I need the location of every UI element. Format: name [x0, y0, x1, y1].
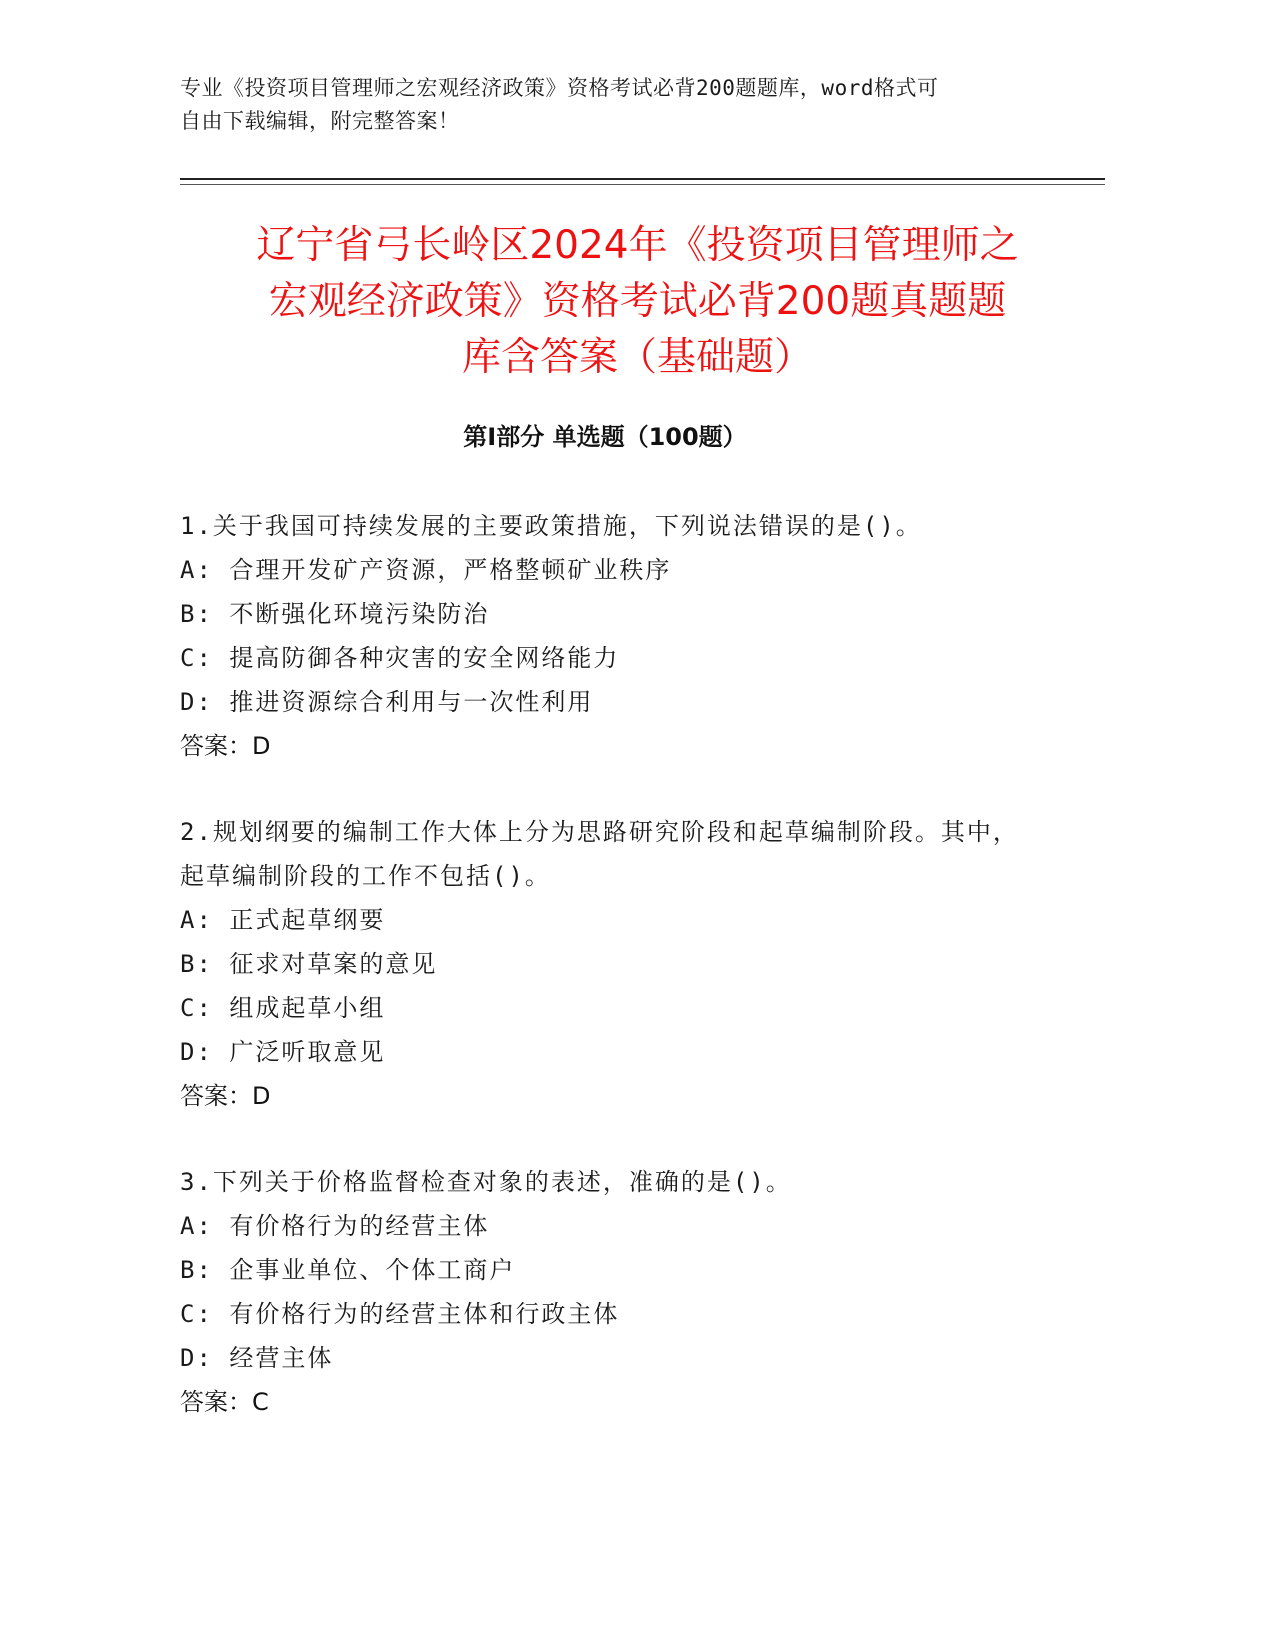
option-c: C: 提高防御各种灾害的安全网络能力 — [180, 644, 620, 672]
question-stem: 2.规划纲要的编制工作大体上分为思路研究阶段和起草编制阶段。其中，起草编制阶段的工作不包括()。 — [180, 818, 1019, 890]
option-d: D: 广泛听取意见 — [180, 1038, 386, 1066]
header-note-line-2: 自由下载编辑，附完整答案！ — [180, 109, 460, 133]
option-b: B: 不断强化环境污染防治 — [180, 600, 490, 628]
question-item — [180, 1160, 1040, 1424]
document-title-line-2: 宏观经济政策》资格考试必背200题真题题 — [268, 279, 1007, 324]
option-a: A: 合理开发矿产资源，严格整顿矿业秩序 — [180, 556, 672, 584]
option-a: A: 有价格行为的经营主体 — [180, 1212, 490, 1240]
option-d: D: 推进资源综合利用与一次性利用 — [180, 688, 594, 716]
header-divider-thin — [180, 184, 1105, 185]
document-title-line-1: 辽宁省弓长岭区2024年《投资项目管理师之 — [256, 223, 1019, 268]
answer-line: 答案：C — [180, 1388, 269, 1416]
option-d: D: 经营主体 — [180, 1344, 334, 1372]
answer-line: 答案：D — [180, 1082, 271, 1110]
answer-line: 答案：D — [180, 732, 271, 760]
option-b: B: 征求对草案的意见 — [180, 950, 438, 978]
question-item — [180, 810, 1040, 1118]
question-stem: 1.关于我国可持续发展的主要政策措施，下列说法错误的是()。 — [180, 512, 922, 540]
option-c: C: 有价格行为的经营主体和行政主体 — [180, 1300, 620, 1328]
option-b: B: 企事业单位、个体工商户 — [180, 1256, 516, 1284]
question-list — [180, 504, 1040, 1466]
option-c: C: 组成起草小组 — [180, 994, 386, 1022]
option-a: A: 正式起草纲要 — [180, 906, 386, 934]
document-title-line-3: 库含答案（基础题） — [461, 335, 813, 380]
question-stem: 3.下列关于价格监督检查对象的表述，准确的是()。 — [180, 1168, 792, 1196]
document-title — [160, 218, 1115, 386]
section-heading: 第Ⅰ部分 单选题（100题） — [463, 423, 747, 451]
question-item — [180, 504, 1040, 768]
header-note-line-1: 专业《投资项目管理师之宏观经济政策》资格考试必背200题题库，word格式可 — [180, 76, 939, 100]
header-divider-thick — [180, 178, 1105, 180]
header-note — [180, 72, 1060, 138]
